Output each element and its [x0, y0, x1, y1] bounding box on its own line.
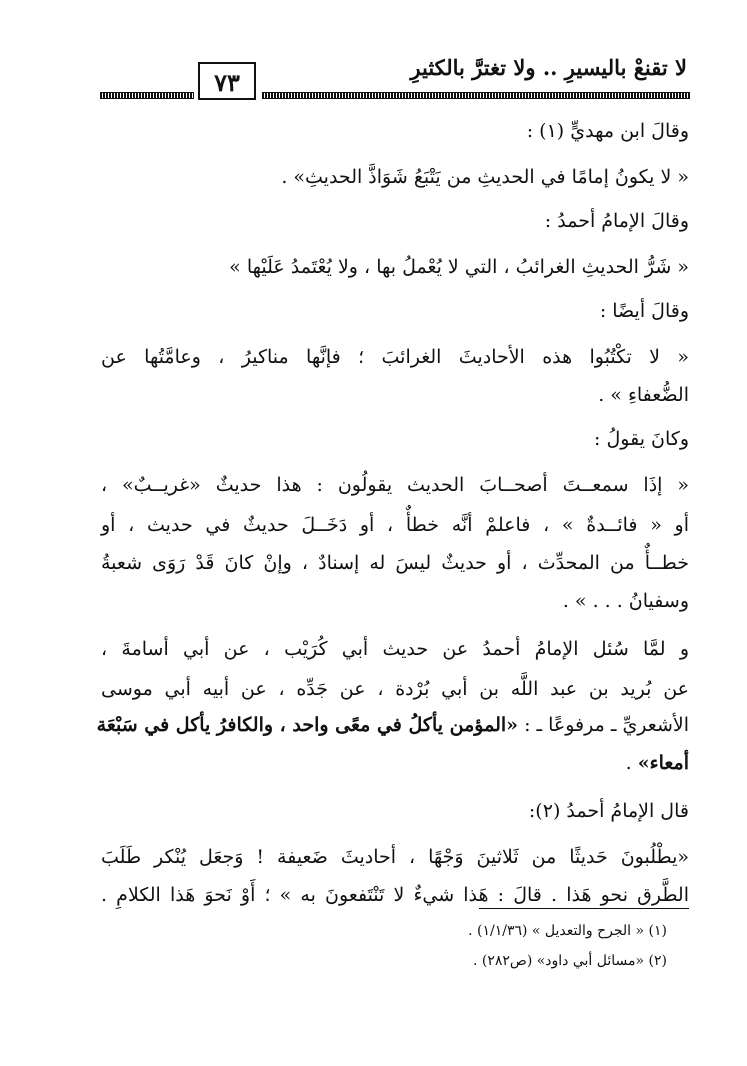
text-line: قال الإمامُ أحمدُ (٢): — [528, 800, 689, 822]
text-line: « لا تكْتُبُوا هذه الأحاديثَ الغرائبَ ؛ فإنَّها مناكيرُ ، وعامَّتُها عن — [101, 346, 689, 368]
text-line: عن بُريد بن عبد اللَّه بن أبي بُرْدة ، عن جَدِّه ، عن أبيه أبي موسى — [101, 678, 689, 700]
header-rule-left — [100, 92, 194, 99]
footnote: (٢) «مسائل أبي داود» (ص٢٨٢) . — [472, 953, 667, 969]
text-line: « لا يكونُ إمامًا في الحديثِ من يَتْبَعُ شَوَاذَّ الحديثِ» . — [281, 166, 689, 188]
text-plain: . — [625, 752, 638, 774]
text-line: وكانَ يقولُ : — [594, 428, 689, 450]
text-line — [96, 710, 689, 740]
footnote: (١) « الجرح والتعديل » (١/١/٣٦) . — [468, 923, 667, 939]
hadith-text: «المؤمن يأكلُ في معًى واحد ، والكافرُ يأكل في سَبْعَة — [96, 714, 519, 736]
text-line: وقالَ الإمامُ أحمدُ : — [544, 210, 689, 232]
running-title: لا تقنعْ باليسيرِ .. ولا تغترَّ بالكثيرِ — [410, 55, 687, 80]
text-line: وقالَ ابن مهديٍّ (١) : — [526, 120, 689, 142]
hadith-text: أمعاء» — [637, 752, 689, 774]
text-line: وقالَ أيضًا : — [599, 300, 689, 322]
text-plain: الأشعريِّ ـ مرفوعًا ـ : — [524, 714, 689, 736]
text-line: خطــأٌ من المحدِّث ، أو حديثٌ ليسَ له إسنادٌ ، وإنْ كانَ قَدْ رَوَى شعبةُ — [101, 552, 689, 574]
text-line: الضُّعفاءِ » . — [598, 384, 689, 406]
text-line: و لمَّا سُئل الإمامُ أحمدُ عن حديث أبي كُرَيْب ، عن أبي أسامةَ ، — [101, 638, 689, 660]
text-line: « إذَا سمعــتَ أصحــابَ الحديث يقولُون : هذا حديثٌ «غريــبٌ» ، — [101, 474, 689, 496]
text-line — [626, 748, 689, 778]
header-rule-right — [262, 92, 690, 99]
text-line: الطَّرق نحو هَذا . قالَ : هَذا شيءٌ لا تَنْتَفعونَ به » ؛ أَوْ نَحوَ هَذا الكلامِ . — [101, 884, 689, 906]
text-line: وسفيانُ . . . » . — [562, 590, 689, 612]
text-line: أو « فائــدةٌ » ، فاعلمْ أنَّه خطأٌ ، أو دَخَــلَ حديثٌ في حديث ، أو — [101, 514, 689, 536]
page-number: ٧٣ — [198, 62, 256, 100]
footnote-rule — [479, 908, 689, 909]
text-line: « شَرُّ الحديثِ الغرائبُ ، التي لا يُعْملُ بها ، ولا يُعْتَمدُ عَلَيْها » — [229, 256, 689, 278]
text-line: «يطْلُبونَ حَديثًا من ثَلاثينَ وَجْهًا ، أحاديثَ ضَعيفة ! وَجعَل يُنْكر طَلَبَ — [101, 846, 689, 868]
